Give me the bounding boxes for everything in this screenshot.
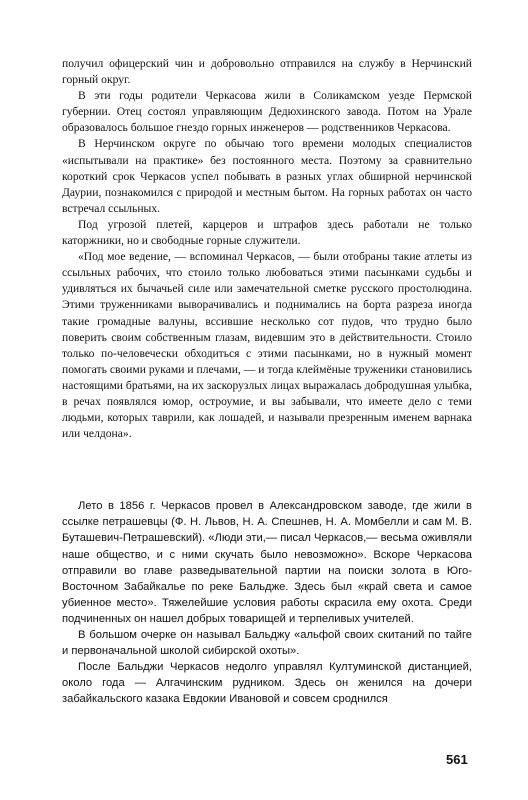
paragraph: В эти годы родители Черкасова жили в Соликамском уезде Пермской губернии. Отец состоял управляющим Дедюхинского завода. Потом на Урале образовалось большое гнездо горных инженеров — родственников Черкасова. <box>62 89 472 135</box>
section-two <box>62 498 472 707</box>
paragraph: получил офицерский чин и добровольно отправился на службу в Нерчинский горный округ. <box>62 57 472 87</box>
paragraph: Под угрозой плетей, карцеров и штрафов здесь работали не только каторжники, но и свободные горные служители. <box>62 217 472 248</box>
section-gap <box>62 442 472 498</box>
paragraph: Лето в 1856 г. Черкасов провел в Александровском заводе, где жили в ссылке петрашевцы (Ф. Н. Львов, Н. А. Спешнев, Н. А. Момбелли и сам М. В. Буташевич-Петрашевский). «Люди эти,— писал Черкасов,— весьма оживляли наше общество, и с ними скучать было невозможно». Вскоре Черкасова отправили во главе разведывательной партии на поиски золота в Юго-Восточном Забайкалье по реке Бальдже. Здесь был «край света и самое убиенное место». Тяжелейшие условия работы скрасила ему охота. Среди подчиненных он нашел добрых товарищей и терпеливых учителей. <box>62 500 472 625</box>
paragraph: В большом очерке он называл Бальджу «альфой своих скитаний по тайге и первоначальной школой сибирской охоты». <box>62 629 472 658</box>
paragraph: После Бальджи Черкасов недолго управлял Култуминской дистанцией, около года — Алгачинским рудником. Здесь он женился на дочери забайкальского казака Евдокии Ивановой и совсем сроднился <box>62 661 472 706</box>
paragraph: В Нерчинском округе по обычаю того времени молодых специалистов «испытывали на практике» без постоянного места. Поэтому за сравнительно короткий срок Черкасов успел побывать в разных углах обширной нерчинской Даурии, познакомился с природой и местным бытом. На горных работах он часто встречал ссыльных. <box>62 137 472 215</box>
quote-paragraph: «Под мое ведение, — вспоминал Черкасов, — были отобраны такие атлеты из ссыльных рабочих, что стоило только любоваться этими пасынками судьбы и удивляться их бычачьей силе или замечательной сметке русского простолюдина. Этими труженниками выворачивались и поднимались на борта разреза иногда такие громадные валуны, вссившие несколько сот пудов, что трудно было поверить своим собственным глазам, видевшим это в действительности. Стоило только по-человечески обходиться с этими пасынками, но в нужный момент помогать своими руками и плечами, — и тогда клеймёные труженики становились настоящими братьями, на их заскорузлых лицах выражалась добродушная улыбка, в речах появлялся юмор, остроумие, и вы забывали, что имеете дело с теми людьми, которых таврили, как лошадей, и называли презренным именем варнака или челдона». <box>62 250 472 441</box>
page-number: 561 <box>446 752 468 767</box>
page-body <box>62 56 472 707</box>
